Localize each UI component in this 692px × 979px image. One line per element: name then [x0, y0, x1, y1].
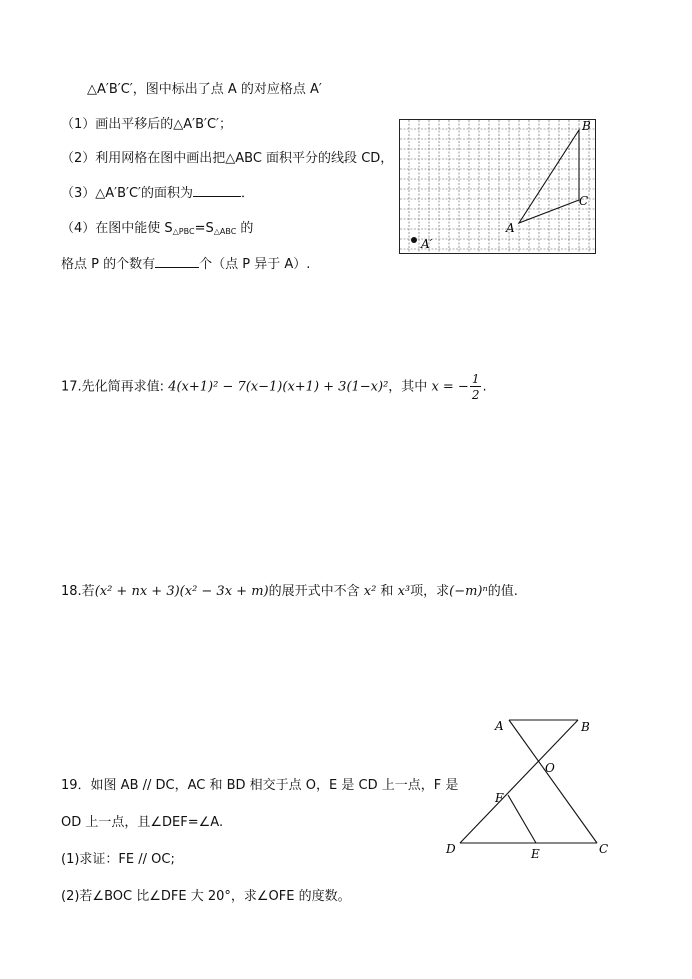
grid-figure [399, 119, 596, 254]
q18-term2: x³ [397, 584, 411, 599]
q16-part4-d: 个（点 P 异于 A）. [199, 257, 311, 272]
q16-part3-blank[interactable] [193, 184, 241, 197]
q19-line2: OD 上一点，且∠DEF=∠A. [61, 815, 224, 830]
label-a: A [506, 221, 515, 235]
q16-part2: （2）利用网格在图中画出把△ABC 面积平分的线段 CD， [61, 151, 394, 166]
q18 [61, 580, 518, 599]
q17-var: x = − [431, 379, 469, 395]
label-geo-o: O [545, 761, 555, 775]
q17-numerator: 1 [471, 372, 480, 386]
q18-mid2: 和 [376, 584, 398, 599]
q18-term3: (−m)ⁿ [449, 584, 488, 599]
q16-part4-sub1: △PBC [172, 227, 195, 236]
q19-part2: (2)若∠BOC 比∠DFE 大 20°，求∠OFE 的度数。 [61, 889, 351, 904]
q16-part3-end: ． [241, 186, 255, 201]
point-a-prime [411, 237, 417, 243]
label-geo-e: E [531, 847, 540, 861]
label-geo-b: B [581, 720, 590, 734]
q16-part4-sub2: △ABC [213, 227, 237, 236]
grid-lines [400, 120, 595, 253]
q16-part4-line2 [61, 253, 310, 272]
label-geo-a: A [495, 719, 504, 733]
q17-expression: 4(x+1)² − 7(x−1)(x+1) + 3(1−x)² [168, 379, 389, 395]
q17-fraction [470, 373, 482, 401]
q16-part3-text: （3）△A′B′C′的面积为 [61, 186, 194, 201]
q16-part1: （1）画出平移后的△A′B′C′； [61, 117, 233, 132]
q16-part4-c: 格点 P 的个数有 [61, 257, 156, 272]
label-c: C [579, 194, 589, 208]
q17 [61, 373, 487, 401]
q16-intro: △A′B′C′，图中标出了点 A 的对应格点 A′ [87, 82, 322, 97]
q16-part3 [61, 182, 254, 201]
label-geo-f: F [495, 791, 504, 805]
label-a-prime: A′ [421, 237, 433, 251]
q16-part4 [61, 217, 253, 236]
q19-part1: (1)求证：FE // OC; [61, 852, 175, 867]
q18-mid3: 项，求 [410, 584, 450, 599]
label-b: B [582, 119, 591, 133]
segment-fe [508, 795, 536, 843]
q18-mid1: 的展开式中不含 [268, 584, 364, 599]
q17-mid: ，其中 [388, 379, 432, 395]
q18-prefix: 18.若 [61, 584, 95, 599]
q18-term1: x² [363, 584, 377, 599]
q16-part4-text: （4）在图中能使 S [61, 221, 173, 236]
q16-part4-end: 的 [236, 221, 254, 236]
q18-end: 的值. [487, 584, 518, 599]
q16-part4-eq: =S [194, 221, 214, 236]
q17-denominator: 2 [471, 388, 480, 402]
q18-expression: (x² + nx + 3)(x² − 3x + m) [94, 584, 269, 599]
label-geo-c: C [599, 842, 609, 856]
q16-part4-blank[interactable] [155, 255, 199, 268]
geometry-figure [440, 710, 620, 865]
q17-prefix: 17.先化简再求值: [61, 379, 169, 395]
label-geo-d: D [446, 842, 456, 856]
q19-line1: 19．如图 AB // DC，AC 和 BD 相交于点 O，E 是 CD 上一点，F 是 [61, 778, 459, 793]
segment-ac [509, 720, 597, 843]
segment-bd [460, 720, 578, 843]
q17-end: . [482, 379, 487, 395]
